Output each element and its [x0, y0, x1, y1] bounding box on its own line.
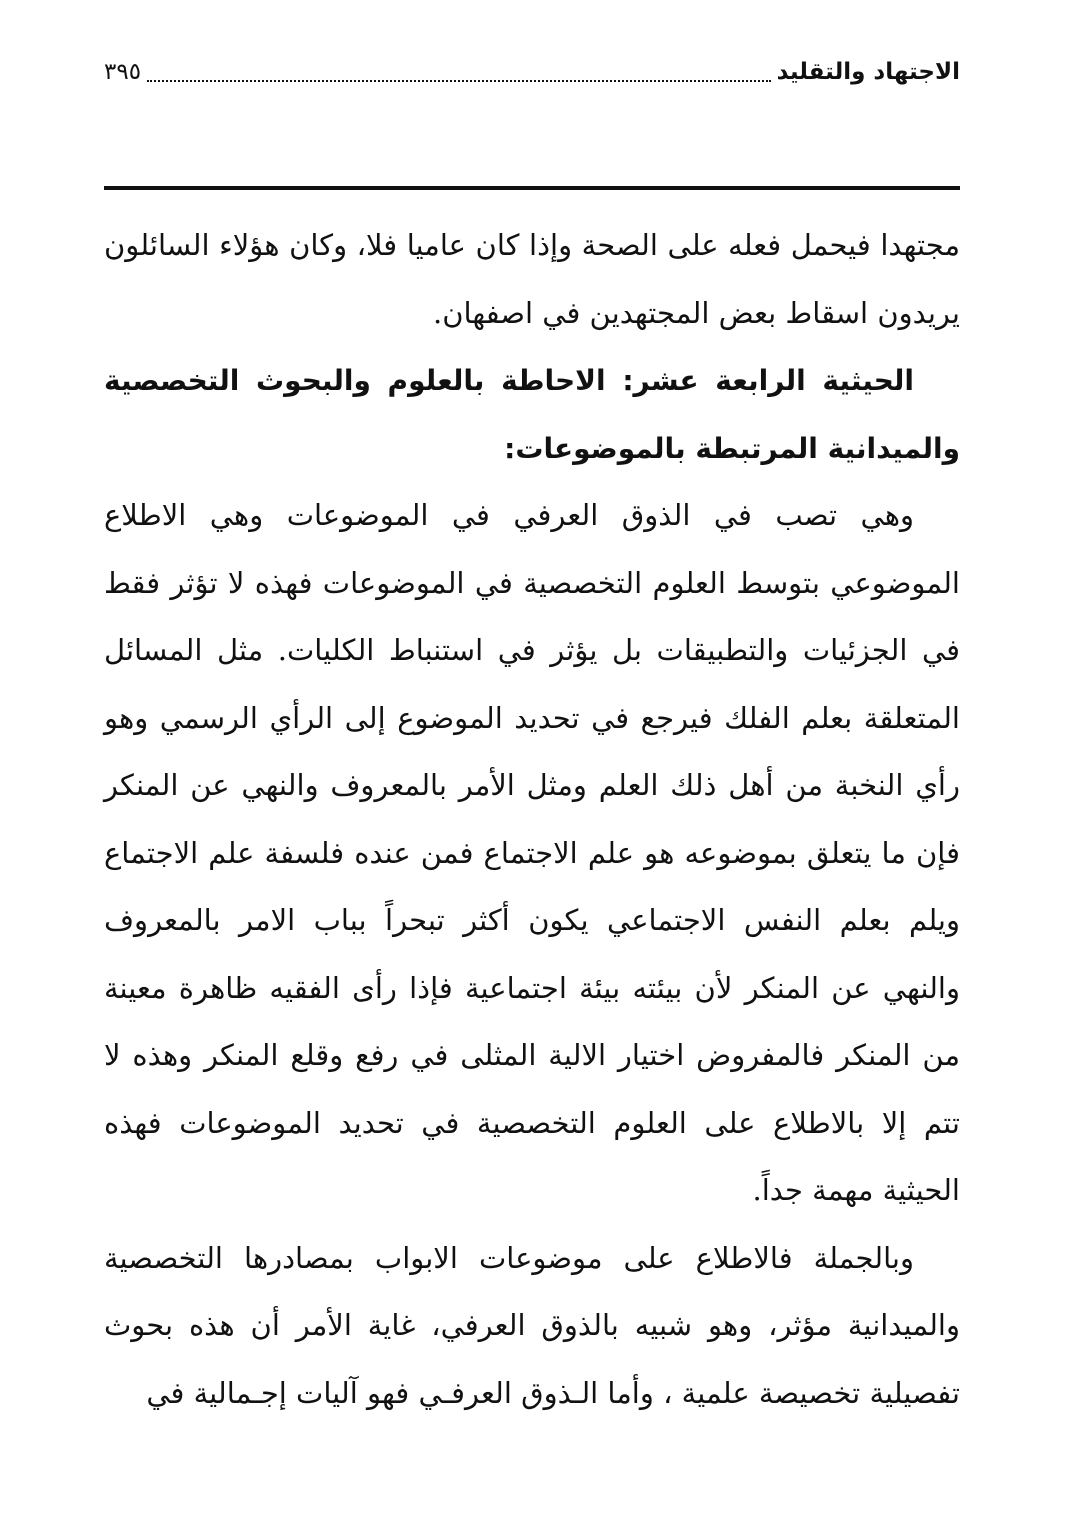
main-text	[104, 212, 960, 1427]
running-header-title: الاجتهاد والتقليد	[776, 59, 960, 85]
page-number: ٣٩٥	[104, 59, 142, 85]
paragraph-continuation: مجتهدا فيحمل فعله على الصحة وإذا كان عاميا فلا، وكان هؤلاء السائلون يريدون اسقاط بعض المجتهدين في اصفهان.	[104, 228, 960, 330]
paragraph-body: وهي تصب في الذوق العرفي في الموضوعات وهي الاطلاع الموضوعي بتوسط العلوم التخصصية في الموضوعات فهذه لا تؤثر فقط في الجزئيات والتطبيقات بل يؤثر في استنباط الكليات. مثل المسائل المتعلقة بعلم الفلك فيرجع في تحديد الموضوع إلى الرأي الرسمي وهو رأي النخبة من أهل ذلك العلم ومثل الأمر بالمعروف والنهي عن المنكر فإن ما يتعلق بموضوعه هو علم الاجتماع فمن عنده فلسفة علم الاجتماع ويلم بعلم النفس الاجتماعي يكون أكثر تبحراً بباب الامر بالمعروف والنهي عن المنكر لأن بيئته بيئة اجتماعية فإذا رأى الفقيه ظاهرة معينة من المنكر فالمفروض اختيار الالية المثلى في رفع وقلع المنكر وهذه لا تتم إلا بالاطلاع على العلوم التخصصية في تحديد الموضوعات فهذه الحيثية مهمة جداً.	[104, 498, 960, 1207]
running-header	[104, 52, 960, 92]
paragraph-summary: وبالجملة فالاطلاع على موضوعات الابواب بمصادرها التخصصية والميدانية مؤثر، وهو شبيه بالذوق العرفي، غاية الأمر أن هذه بحوث تفصيلية تخصيصة علمية ، وأما الـذوق العرفـي فهو آليات إجـمالية في	[104, 1240, 960, 1410]
section-heading: الحيثية الرابعة عشر: الاحاطة بالعلوم والبحوث التخصصية والميدانية المرتبطة بالموضوعات:	[104, 364, 960, 465]
dotted-leader	[147, 62, 771, 82]
header-rule	[104, 186, 960, 190]
